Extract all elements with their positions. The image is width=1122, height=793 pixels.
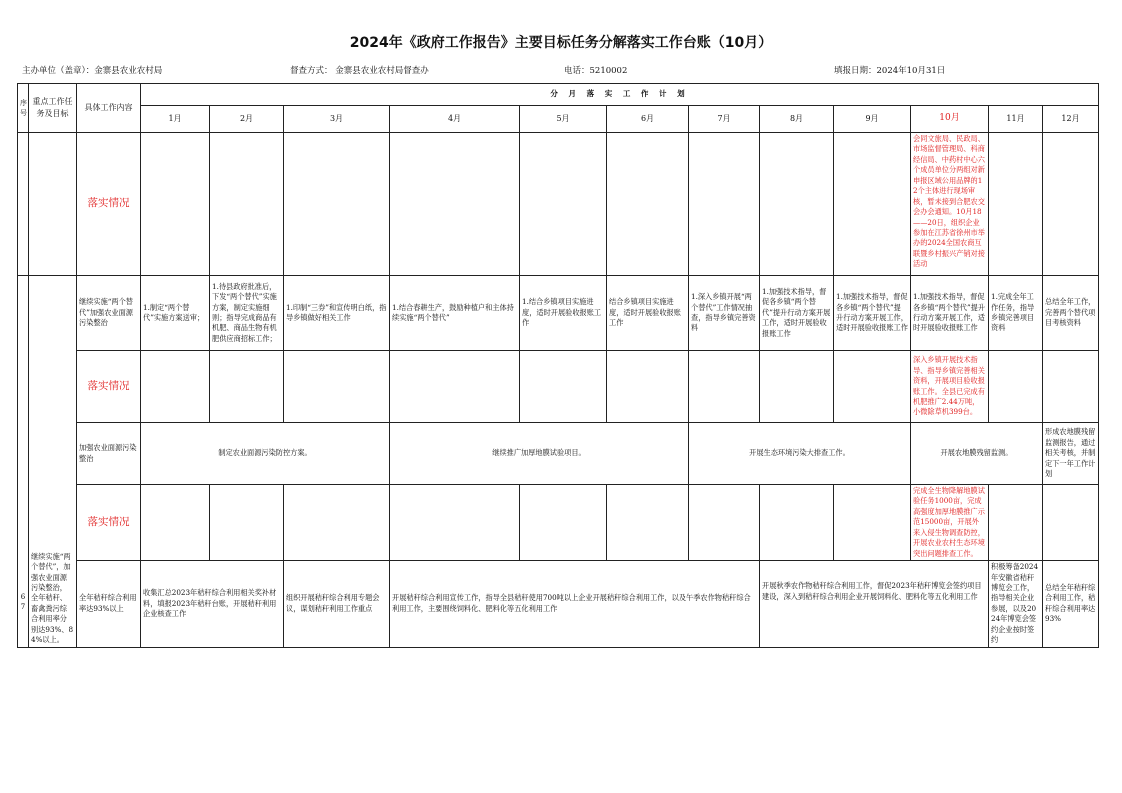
- month-cell: [141, 485, 210, 561]
- month-cell: [607, 351, 689, 423]
- month-cell: 1.制定“两个替代”实施方案送审；: [141, 276, 210, 351]
- month-cell: [210, 133, 284, 276]
- monthly-plan-header: 分 月 落 实 工 作 计 划: [141, 84, 1099, 106]
- key-work-header: 重点工作任务及目标: [29, 84, 77, 133]
- status-label: 落实情况: [77, 485, 141, 561]
- status-row: [18, 351, 1099, 423]
- seq-cell: [18, 133, 29, 276]
- status-label: 落实情况: [77, 133, 141, 276]
- month-header-row: [18, 106, 1099, 133]
- month-cell: [607, 133, 689, 276]
- month-header: 4月: [390, 106, 520, 133]
- month-header-current: 10月: [911, 106, 989, 133]
- month-cell: [689, 133, 760, 276]
- content-cell: 全年秸秆综合利用率达93%以上: [77, 561, 141, 648]
- month-cell: [284, 133, 390, 276]
- month-header: 8月: [760, 106, 834, 133]
- month-cell: [689, 351, 760, 423]
- month-header: 1月: [141, 106, 210, 133]
- month-cell: [989, 351, 1043, 423]
- month-cell: [210, 351, 284, 423]
- month-header: 11月: [989, 106, 1043, 133]
- month-cell: [520, 485, 607, 561]
- month-cell: [760, 351, 834, 423]
- status-row: [18, 485, 1099, 561]
- month-cell: [390, 485, 520, 561]
- month-cell: 形成农地膜残留监测报告，通过相关考核，并制定下一年工作计划: [1043, 423, 1099, 485]
- month-cell: [1043, 351, 1099, 423]
- month-cell: [607, 485, 689, 561]
- period-plan-cell: 继续推广加厚地膜试验项目。: [390, 423, 689, 485]
- key-work-cell: [29, 133, 77, 276]
- supervise-label: 督查方式： 金寨县农业农村局督查办: [290, 66, 429, 76]
- october-status: 会同文旅局、民政局、市场监督管理局、科商经信局、中药村中心六个成员单位分两组对新申报区域公用品牌的12个主体进行现场审核，暂未接到合肥农交会办会通知。10月18——20日，组织企业参加在江苏省徐州市举办的2024全国农商互联暨乡村振兴产销对接活动: [911, 133, 989, 276]
- month-cell: 总结全年工作，完善两个替代项目考核资料: [1043, 276, 1099, 351]
- month-cell: [834, 351, 911, 423]
- month-cell: [834, 133, 911, 276]
- month-cell: [1043, 133, 1099, 276]
- report-date-label: 填报日期：2024年10月31日: [834, 66, 946, 76]
- month-cell: [760, 133, 834, 276]
- header-row: [18, 84, 1099, 106]
- month-cell: [520, 351, 607, 423]
- month-header: 5月: [520, 106, 607, 133]
- content-cell: 加强农业面源污染整治: [77, 423, 141, 485]
- month-cell: [1043, 485, 1099, 561]
- month-cell: 1.加强技术指导，督促各乡镇“两个替代”提升行动方案开展工作，适时开展验收报账工作: [760, 276, 834, 351]
- period-plan-cell: 组织开展秸秆综合利用专题会议，谋划秸秆利用工作重点: [284, 561, 390, 648]
- period-plan-cell: 开展秋季农作物秸秆综合利用工作，督促2023年秸秆博览会签约项目建设，深入到秸秆综合利用企业开展饲料化、肥料化等五化利用工作: [760, 561, 989, 648]
- month-cell: [989, 485, 1043, 561]
- month-cell: 结合乡镇项目实施进度，适时开展验收报账工作: [607, 276, 689, 351]
- content-header: 具体工作内容: [77, 84, 141, 133]
- month-cell: [689, 485, 760, 561]
- october-status: 深入乡镇开展技术指导、指导乡镇完善相关资料，开展项目验收报账工作。全县已完成有机肥推广2.44万吨，小微除草机399台。: [911, 351, 989, 423]
- month-cell: 1.加强技术指导，督促各乡镇“两个替代”提升行动方案开展工作，适时开展验收报账工作: [911, 276, 989, 351]
- period-plan-cell: 开展秸秆综合利用宣传工作，指导全县秸秆使用700吨以上企业开展秸秆综合利用工作，以及午季农作物秸秆综合利用工作，主要围绕饲料化、肥料化等五化利用工作: [390, 561, 760, 648]
- month-cell: 1.完成全年工作任务，指导乡镇完善项目资料: [989, 276, 1043, 351]
- key-work-cell: 继续实施“两个替代”，加强农业面源污染整治，全年秸秆、畜禽粪污综合利用率分别达93%、84%以上。: [29, 276, 77, 648]
- period-plan-cell: 收集汇总2023年秸秆综合利用相关奖补材料，填报2023年秸秆台账，开展秸秆利用企业核查工作: [141, 561, 284, 648]
- status-label: 落实情况: [77, 351, 141, 423]
- month-header: 7月: [689, 106, 760, 133]
- month-header: 2月: [210, 106, 284, 133]
- month-cell: 积极筹备2024年安徽省秸秆博览会工作，指导相关企业参展，以及2024年博览会签约企业按时签约: [989, 561, 1043, 648]
- task-ledger-table: [17, 83, 1099, 648]
- october-status: 完成全生物降解地膜试验任务1000亩，完成高强度加厚地膜推广示范15000亩，开展外来入侵生物调查防控，开展农业农村生态环境突出问题排查工作。: [911, 485, 989, 561]
- month-header: 3月: [284, 106, 390, 133]
- month-cell: [834, 485, 911, 561]
- month-cell: [141, 133, 210, 276]
- plan-row: [18, 561, 1099, 648]
- month-header: 12月: [1043, 106, 1099, 133]
- month-cell: 1.深入乡镇开展“两个替代”工作情况抽查，指导乡镇完善资料: [689, 276, 760, 351]
- month-cell: [390, 351, 520, 423]
- month-cell: [760, 485, 834, 561]
- month-cell: 1.结合春耕生产，鼓励种植户和主体持续实施“两个替代”: [390, 276, 520, 351]
- period-plan-cell: 制定农业面源污染防控方案。: [141, 423, 390, 485]
- month-header: 6月: [607, 106, 689, 133]
- month-cell: 1.印制“三券”和宣传明白纸，指导乡镇做好相关工作: [284, 276, 390, 351]
- seq-header: 序号: [18, 84, 29, 133]
- page-title: 2024年《政府工作报告》主要目标任务分解落实工作台账（10月）: [349, 35, 773, 51]
- month-cell: [989, 133, 1043, 276]
- month-cell: 1.结合乡镇项目实施进度，适时开展验收报账工作: [520, 276, 607, 351]
- month-cell: [520, 133, 607, 276]
- month-cell: 1.待县政府批准后，下发“两个替代”实施方案，制定实施细则；指导完成商品有机肥、商品生物有机肥供应商招标工作；: [210, 276, 284, 351]
- month-cell: 总结全年秸秆综合利用工作，秸秆综合利用率达93%: [1043, 561, 1099, 648]
- seq-cell: 67: [18, 276, 29, 648]
- month-cell: [390, 133, 520, 276]
- period-plan-cell: 开展农地膜残留监测。: [911, 423, 1043, 485]
- month-cell: 1.加强技术指导，督促各乡镇“两个替代”提升行动方案开展工作，适时开展验收报账工作: [834, 276, 911, 351]
- month-header: 9月: [834, 106, 911, 133]
- month-cell: [284, 351, 390, 423]
- period-plan-cell: 开展生态环境污染大排查工作。: [689, 423, 911, 485]
- month-cell: [284, 485, 390, 561]
- plan-row: [18, 276, 1099, 351]
- month-cell: [141, 351, 210, 423]
- phone-label: 电话：5210002: [564, 66, 628, 76]
- status-row: [18, 133, 1099, 276]
- plan-row: [18, 423, 1099, 485]
- sponsor-label: 主办单位（盖章）：金寨县农业农村局: [22, 66, 163, 76]
- content-cell: 继续实施“两个替代”加强农业面源污染整治: [77, 276, 141, 351]
- month-cell: [210, 485, 284, 561]
